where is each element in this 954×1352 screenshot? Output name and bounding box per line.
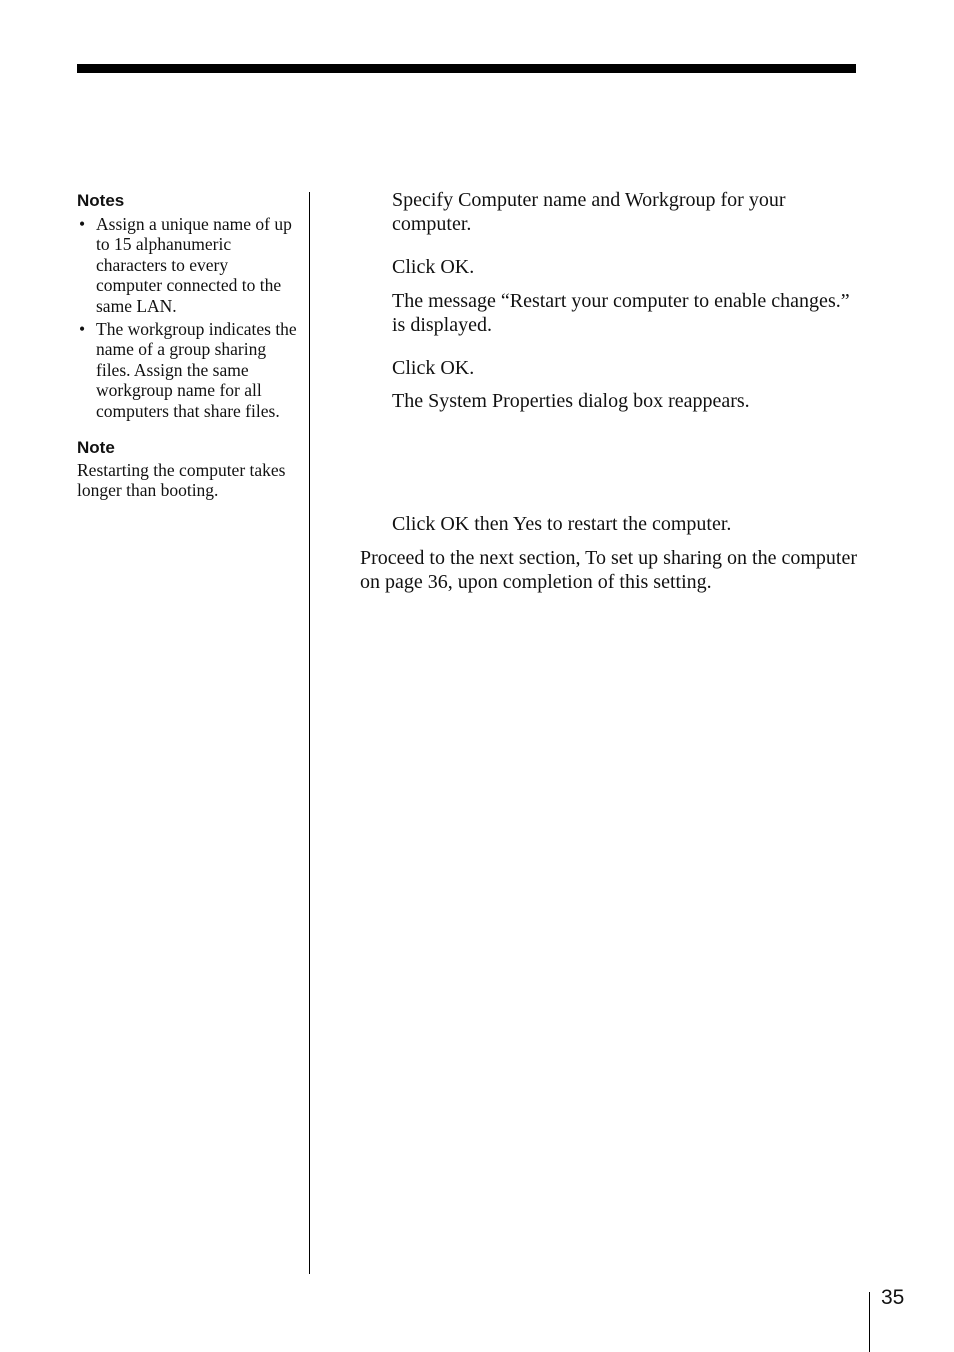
step-4: Click OK then Yes to restart the computer.	[392, 513, 732, 535]
bullet-icon: •	[79, 319, 86, 340]
step-3-result: The System Properties dialog box reappears.	[392, 390, 750, 412]
step-2-result: The message “Restart your computer to enable changes.” is displayed.	[392, 290, 850, 336]
step-2: Click OK.	[392, 256, 475, 278]
notes-list	[77, 214, 297, 421]
sidebar-notes	[77, 190, 297, 501]
note-block	[77, 437, 297, 501]
page-number-rule	[869, 1292, 870, 1352]
note-text: The workgroup indicates the name of a group sharing files. Assign the same workgroup name for all computers that share files.	[96, 319, 297, 421]
column-divider	[309, 192, 310, 1274]
bullet-icon: •	[79, 214, 86, 234]
note-heading: Note	[77, 438, 115, 458]
page-number: 35	[881, 1286, 905, 1309]
note-text: Restarting the computer takes longer than booting.	[77, 460, 286, 501]
list-item	[77, 214, 297, 316]
step-3: Click OK.	[392, 357, 475, 379]
header-rule	[77, 64, 856, 73]
note-text: Assign a unique name of up to 15 alphanumeric characters to every computer connected to the same LAN.	[96, 214, 292, 316]
closing-paragraph: Proceed to the next section, To set up sharing on the computer on page 36, upon completion of this setting.	[360, 547, 858, 593]
main-content	[360, 188, 860, 594]
notes-heading: Notes	[77, 191, 125, 210]
list-item	[77, 319, 297, 421]
step-1: Specify Computer name and Workgroup for your computer.	[392, 189, 786, 235]
